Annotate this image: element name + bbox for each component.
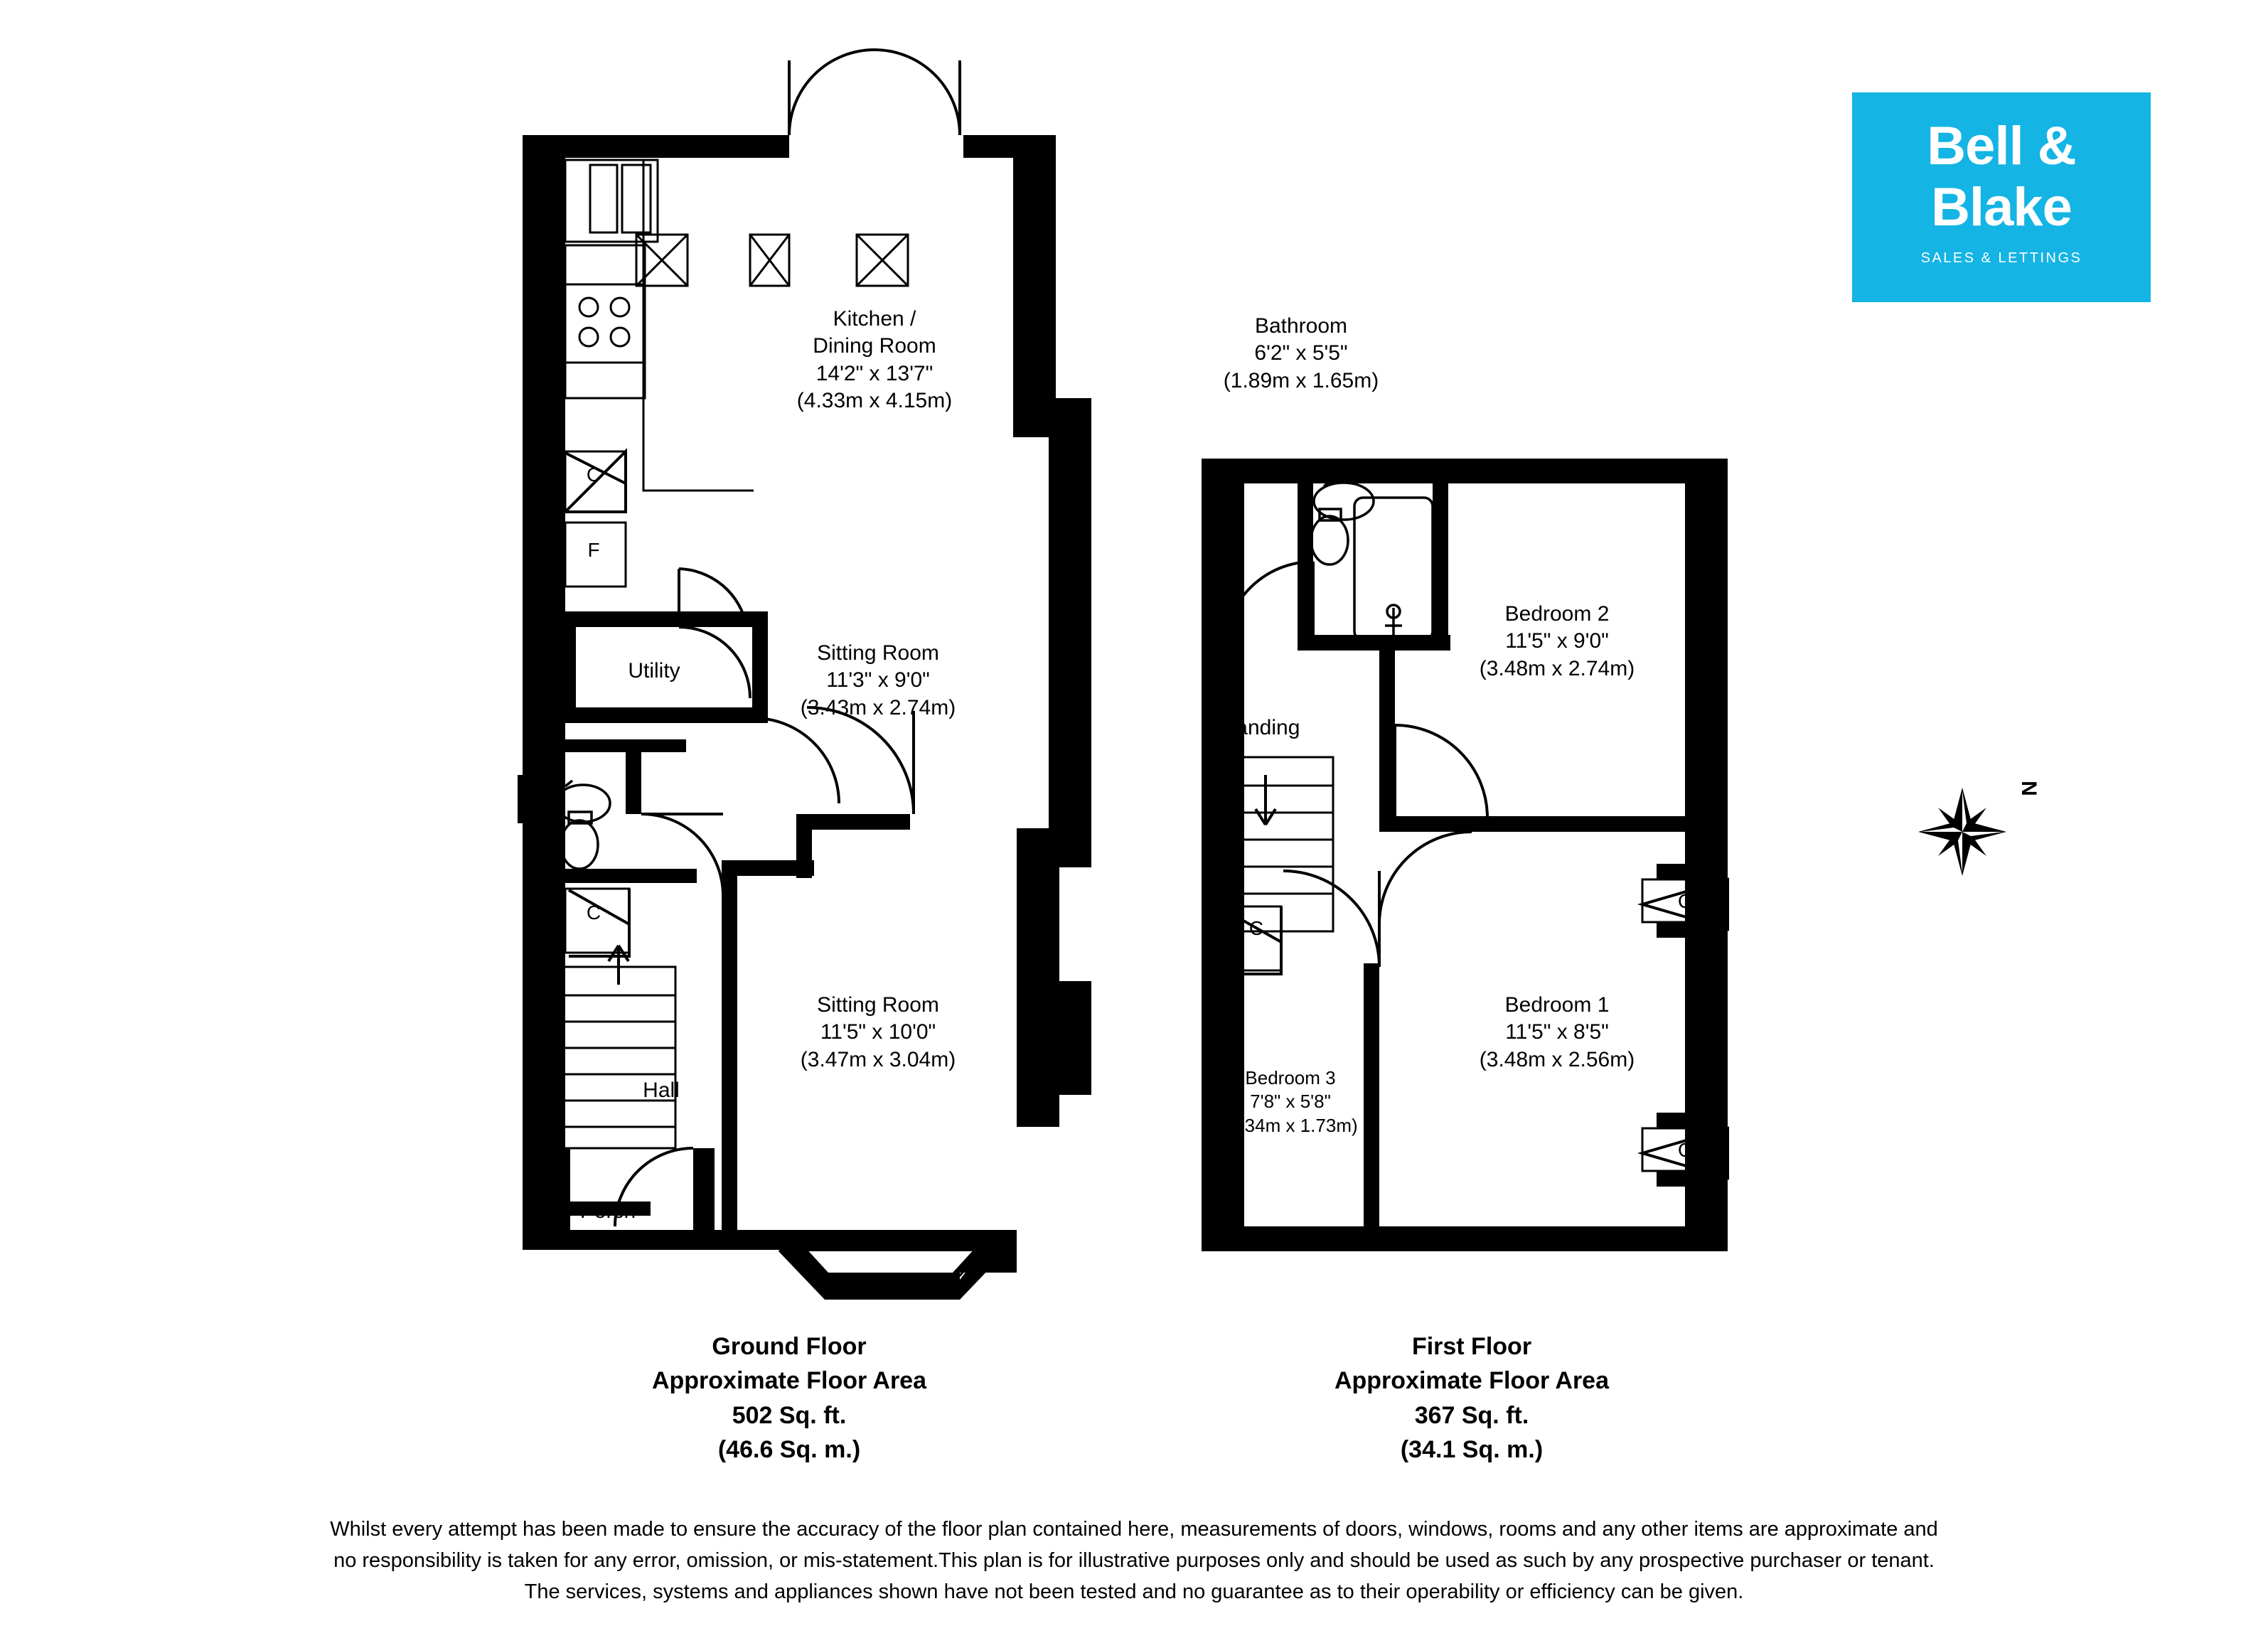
- room-dimension-imperial: 6'2" x 5'5": [1254, 341, 1348, 365]
- ground-floor-area-sqft: 502 Sq. ft.: [732, 1401, 847, 1429]
- room-name: Bathroom: [1254, 314, 1348, 338]
- disclaimer-line-3: The services, systems and appliances shown have not been tested and no guarantee as to their operability or efficiency can be given.: [524, 1580, 1744, 1603]
- room-dimension-metric: (3.47m x 3.04m): [800, 1047, 956, 1071]
- room-name: Sitting Room: [817, 993, 939, 1017]
- room-label-bathroom: [1166, 313, 1436, 395]
- cupboard-label-c-bedroom1-bottom: C: [1677, 1139, 1693, 1161]
- first-floor-title-line2: Approximate Floor Area: [1334, 1367, 1610, 1395]
- first-floor-area-sqm: (34.1 Sq. m.): [1400, 1435, 1544, 1463]
- compass-label-wrapper: [1900, 768, 2042, 846]
- room-dimension-imperial: 7'8" x 5'8": [1250, 1091, 1331, 1113]
- compass-north-label: N: [2017, 781, 2041, 796]
- ground-floor-area-sqm: (46.6 Sq. m.): [717, 1435, 861, 1463]
- room-dimension-imperial: 11'5" x 8'5": [1505, 1020, 1609, 1044]
- room-label-sitting-room-1: [764, 640, 992, 722]
- room-label-hall: Hall: [643, 1079, 680, 1102]
- room-dimension-metric: (3.48m x 2.56m): [1479, 1047, 1635, 1071]
- brand-logo-line1: Bell &: [1927, 116, 2076, 176]
- cupboard-label-c-landing: C: [1248, 917, 1264, 939]
- room-dimension-metric: (1.89m x 1.65m): [1223, 368, 1379, 392]
- room-dimension-imperial: 14'2" x 13'7": [815, 361, 934, 385]
- room-label-landing: Landing: [1224, 716, 1300, 739]
- room-label-bedroom-3: [1202, 1066, 1379, 1138]
- room-label-sitting-room-2: [764, 992, 992, 1074]
- room-dimension-metric: (3.48m x 2.74m): [1479, 656, 1635, 680]
- first-floor-title: [1223, 1329, 1721, 1467]
- ground-floor-title-line2: Approximate Floor Area: [651, 1367, 927, 1395]
- room-label-kitchen-dining: [732, 306, 1017, 415]
- ground-floor-title-line1: Ground Floor: [712, 1333, 867, 1360]
- room-name: Bedroom 3: [1245, 1067, 1336, 1088]
- room-dimension-imperial: 11'3" x 9'0": [826, 668, 930, 692]
- room-dimension-imperial: 11'5" x 10'0": [820, 1020, 936, 1044]
- room-label-utility: Utility: [628, 659, 680, 683]
- room-name: Bedroom 1: [1504, 993, 1610, 1017]
- disclaimer-line-2: no responsibility is taken for any error, omission, or mis-statement.This plan is for illustrative purposes only and should be used as such by any prospective purchaser or tenant.: [333, 1549, 1935, 1572]
- room-label-porch: Porch: [579, 1199, 636, 1223]
- room-label-bedroom-1: [1418, 992, 1696, 1074]
- disclaimer-line-1: Whilst every attempt has been made to ensure the accuracy of the floor plan contained here, measurements of doors, windows, rooms and any other items are approximate and: [330, 1518, 1938, 1541]
- brand-logo-subtitle: SALES & LETTINGS: [1920, 250, 2082, 266]
- first-floor-area-sqft: 367 Sq. ft.: [1414, 1401, 1529, 1429]
- room-dimension-metric: (4.33m x 4.15m): [796, 389, 953, 413]
- ground-floor-title: [540, 1329, 1038, 1467]
- room-dimension-metric: (3.43m x 2.74m): [800, 695, 956, 719]
- cupboard-label-c-bedroom1-top: C: [1677, 890, 1693, 912]
- room-name: Sitting Room: [817, 641, 939, 665]
- first-floor-title-line1: First Floor: [1411, 1333, 1532, 1360]
- room-label-bedroom-2: [1418, 601, 1696, 683]
- brand-logo-line2: Blake: [1931, 177, 2072, 237]
- cupboard-label-c-hall: C: [586, 901, 601, 924]
- room-dimension-metric: (2.34m x 1.73m): [1223, 1114, 1358, 1136]
- brand-logo: [1852, 92, 2151, 302]
- room-name: Bedroom 2: [1504, 602, 1610, 626]
- cupboard-label-f: F: [587, 539, 600, 561]
- room-name: Kitchen /: [833, 307, 916, 331]
- cupboard-label-c-kitchen: C: [586, 464, 601, 486]
- room-dimension-imperial: 11'5" x 9'0": [1505, 629, 1609, 653]
- room-name-2: Dining Room: [813, 334, 936, 358]
